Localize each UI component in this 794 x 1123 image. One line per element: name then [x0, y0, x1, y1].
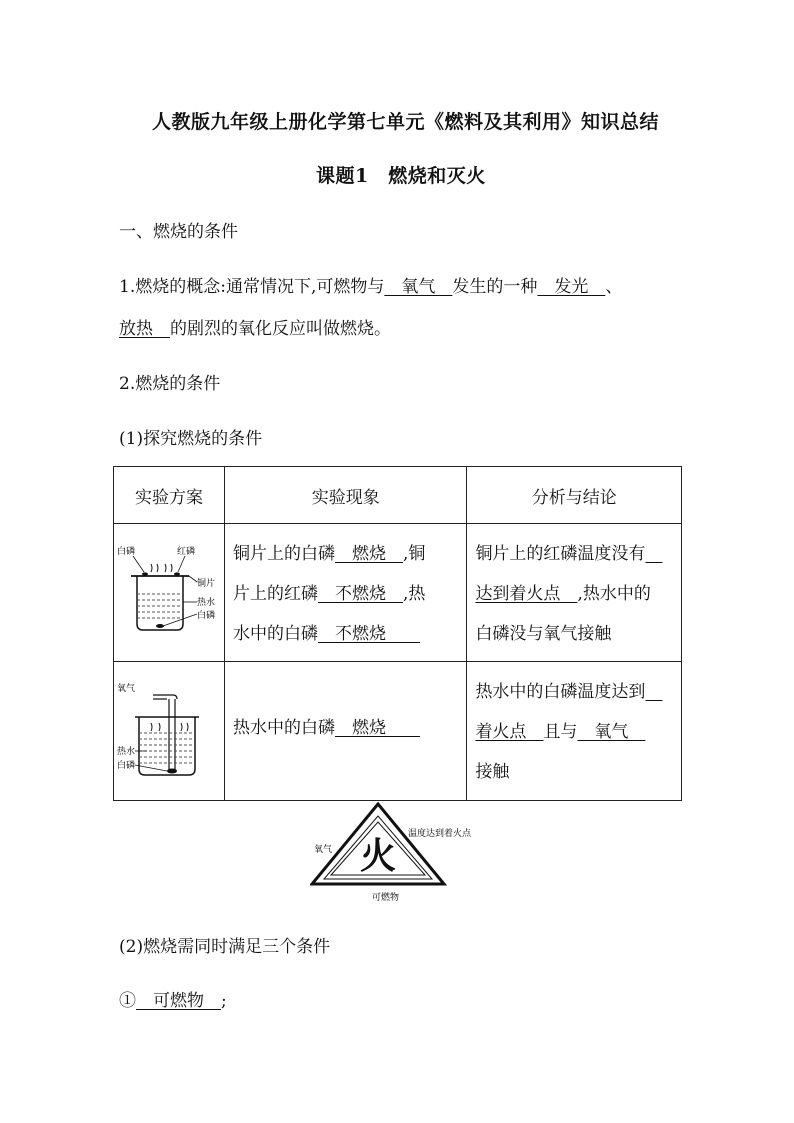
label-oxygen: 氧气 — [116, 683, 135, 694]
fire-character: 火 — [359, 836, 397, 877]
conclusion-cell-1 — [467, 524, 682, 662]
con1-text-b2: ,热水中的 — [577, 584, 651, 604]
table-header-row — [114, 467, 682, 524]
answer-combustible: 可燃物 — [136, 991, 221, 1011]
label-hot-water-2: 热水 — [116, 746, 135, 757]
observation-cell-1 — [224, 524, 466, 662]
condition-1-number: ① — [119, 991, 136, 1011]
explore-heading: (1)探究燃烧的条件 — [119, 429, 263, 449]
experiment-1-diagram-cell — [114, 524, 225, 662]
label-white-phosphorus-water: 白磷 — [196, 611, 215, 621]
concept-line-2 — [119, 314, 391, 339]
three-conditions-heading: (2)燃烧需同时满足三个条件 — [119, 937, 331, 957]
lesson-title: 课题1 燃烧和灭火 — [316, 165, 486, 187]
condition-1-end: ; — [221, 991, 227, 1011]
obs2-line-1 — [233, 708, 458, 748]
triangle-label-oxygen: 氧气 — [314, 845, 333, 855]
con2-text-a: 热水中的白磷温度达到 — [475, 682, 646, 702]
answer-not-burn-water: 不燃烧 — [317, 624, 420, 644]
triangle-label-ignition-temp: 温度达到着火点 — [408, 829, 472, 839]
concept-text-1: 1.燃烧的概念:通常情况下,可燃物与 — [119, 277, 385, 297]
obs2-text-a: 热水中的白磷 — [232, 718, 335, 738]
answer-ignition-point: 着火点 — [475, 722, 544, 742]
con1-blank — [645, 544, 662, 564]
observation-cell-2 — [224, 662, 466, 801]
concept-text-4: 的剧烈的氧化反应叫做燃烧。 — [170, 319, 391, 339]
con2-line-2 — [475, 712, 673, 752]
obs1-line-1 — [233, 534, 458, 574]
beaker-copper-plate-diagram — [117, 542, 221, 638]
answer-burns-2: 燃烧 — [334, 718, 420, 738]
label-copper-plate: 铜片 — [196, 579, 215, 589]
label-hot-water: 热水 — [196, 598, 215, 608]
concept-text-2: 发生的一种 — [452, 277, 538, 297]
conditions-heading: 2.燃烧的条件 — [119, 374, 221, 394]
obs1-text-a: 铜片上的白磷 — [232, 544, 335, 564]
label-white-phosphorus-2: 白磷 — [116, 760, 135, 771]
con1-text-a: 铜片上的红磷温度没有 — [475, 544, 646, 564]
obs1-line-3 — [233, 614, 458, 654]
concept-text-3: 、 — [605, 277, 623, 297]
triangle-label-combustible: 可燃物 — [372, 893, 400, 903]
con1-line-2 — [475, 574, 673, 614]
answer-emit-light: 发光 — [537, 277, 606, 297]
header-conclusion: 分析与结论 — [467, 467, 682, 524]
table-row — [114, 524, 682, 662]
experiment-table — [113, 466, 682, 801]
condition-1-line — [119, 986, 227, 1011]
section-heading-combustion-conditions: 一、燃烧的条件 — [119, 222, 238, 242]
con2-text-b2: 且与 — [543, 722, 578, 742]
con2-blank — [645, 682, 662, 702]
obs1-line-2 — [233, 574, 458, 614]
obs1-text-b2: ,热 — [402, 584, 426, 604]
conclusion-cell-2 — [467, 662, 682, 801]
con1-line-1 — [475, 534, 673, 574]
concept-line-1 — [119, 272, 622, 297]
answer-release-heat: 放热 — [119, 319, 170, 339]
con2-line-1 — [475, 672, 673, 712]
beaker-oxygen-tube-diagram — [117, 677, 221, 781]
experiment-2-diagram-cell — [114, 662, 225, 801]
answer-oxygen: 氧气 — [384, 277, 453, 297]
obs1-text-a2: ,铜 — [402, 544, 426, 564]
label-white-phosphorus: 白磷 — [116, 547, 135, 557]
obs1-text-c: 水中的白磷 — [232, 624, 318, 644]
label-red-phosphorus: 红磷 — [176, 547, 195, 557]
document-title: 人教版九年级上册化学第七单元《燃料及其利用》知识总结 — [152, 111, 660, 133]
con2-line-3: 接触 — [475, 762, 510, 782]
answer-not-burn-red: 不燃烧 — [317, 584, 403, 604]
answer-reach-ignition-point: 达到着火点 — [475, 584, 578, 604]
fire-triangle-diagram — [310, 802, 490, 906]
answer-burns: 燃烧 — [334, 544, 403, 564]
con1-line-3: 白磷没与氧气接触 — [475, 624, 612, 644]
answer-oxygen-2: 氧气 — [577, 722, 646, 742]
header-phenomenon: 实验现象 — [224, 467, 466, 524]
table-row — [114, 662, 682, 801]
obs1-text-b: 片上的红磷 — [232, 584, 318, 604]
header-scheme: 实验方案 — [114, 467, 225, 524]
